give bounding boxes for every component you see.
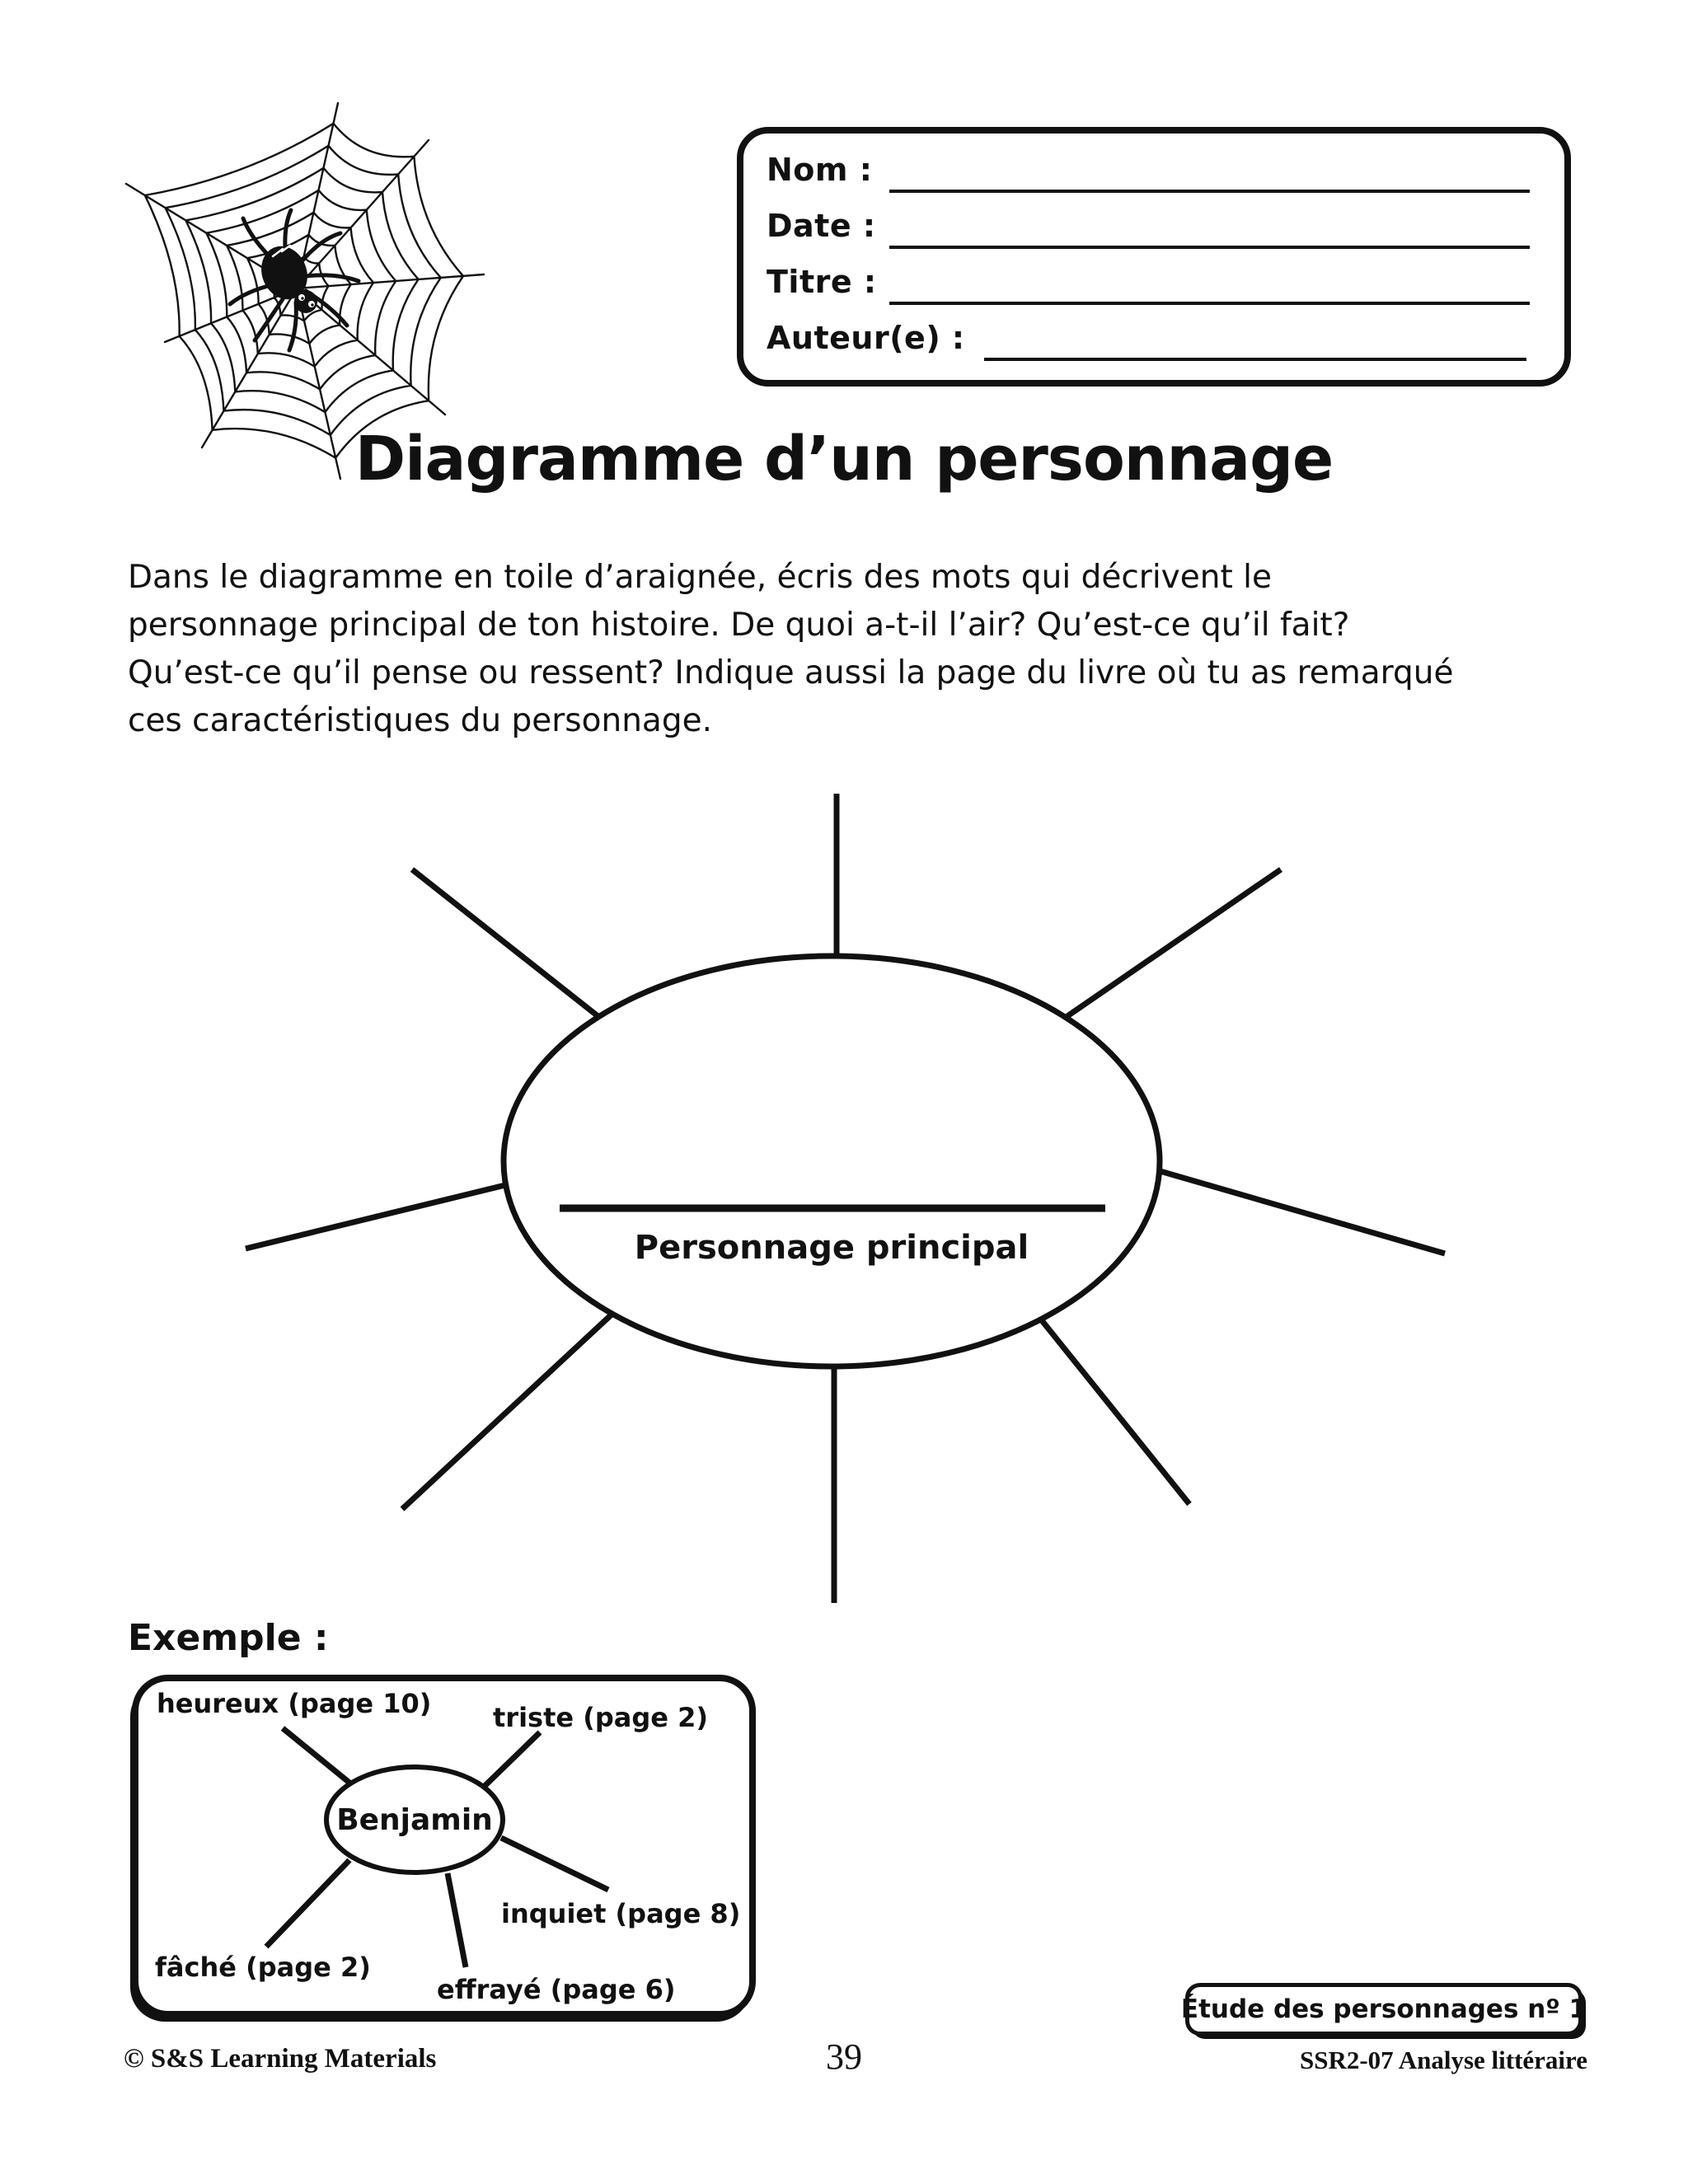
page-title: Diagramme d’un personnage [354, 424, 1334, 494]
ray-left [246, 1184, 509, 1249]
name-label: Nom : [767, 152, 873, 188]
series-badge: Étude des personnages nº 1 [1185, 1983, 1582, 2036]
spider-icon [230, 210, 359, 350]
instructions-paragraph [128, 554, 1453, 745]
example-ray-heureux [283, 1728, 349, 1783]
instructions-line: personnage principal de ton histoire. De quoi a-t-il l’air? Qu’est-ce qu’il fait? [128, 607, 1350, 644]
main-character-label: Personnage principal [634, 1229, 1029, 1267]
ray-lower-right [1041, 1319, 1189, 1504]
main-character-ellipse [504, 956, 1160, 1366]
author-label: Auteur(e) : [767, 320, 965, 356]
example-label-inquiet: inquiet (page 8) [501, 1898, 741, 1929]
example-diagram [138, 1681, 749, 2011]
instructions-line: ces caractéristiques du personnage. [128, 702, 712, 739]
example-label-heureux: heureux (page 10) [157, 1688, 432, 1719]
date-label: Date : [767, 208, 876, 244]
ray-lower-left [402, 1315, 612, 1509]
example-label-fache: fâché (page 2) [155, 1952, 371, 1983]
ray-upper-right [1065, 869, 1281, 1018]
instructions-line: Dans le diagramme en toile d’araignée, écris des mots qui décrivent le [128, 559, 1272, 596]
example-ray-effraye [448, 1873, 466, 1967]
main-spider-diagram [0, 766, 1688, 1632]
footer-page-number: 39 [826, 2036, 862, 2077]
example-label-triste: triste (page 2) [493, 1702, 708, 1733]
date-fill-line[interactable] [889, 246, 1530, 249]
title-fill-line[interactable] [889, 302, 1530, 305]
example-box [132, 1675, 756, 2018]
example-heading: Exemple : [128, 1617, 329, 1659]
footer-product-code: SSR2-07 Analyse littéraire [1299, 2046, 1587, 2074]
example-ray-inquiet [501, 1838, 608, 1890]
student-info-box [737, 127, 1571, 387]
instructions-line: Qu’est-ce qu’il pense ou ressent? Indique aussi la page du livre où tu as remarqué [128, 654, 1454, 691]
example-character-label: Benjamin [336, 1803, 493, 1837]
title-label: Titre : [767, 264, 877, 300]
author-fill-line[interactable] [984, 358, 1526, 361]
example-label-effraye: effrayé (page 6) [437, 1974, 676, 2005]
ray-upper-left [412, 869, 600, 1018]
example-ray-triste [484, 1732, 540, 1787]
ray-right [1157, 1170, 1445, 1254]
example-ray-fache [266, 1860, 349, 1947]
footer-copyright: © S&S Learning Materials [124, 2044, 437, 2074]
name-fill-line[interactable] [889, 190, 1530, 193]
